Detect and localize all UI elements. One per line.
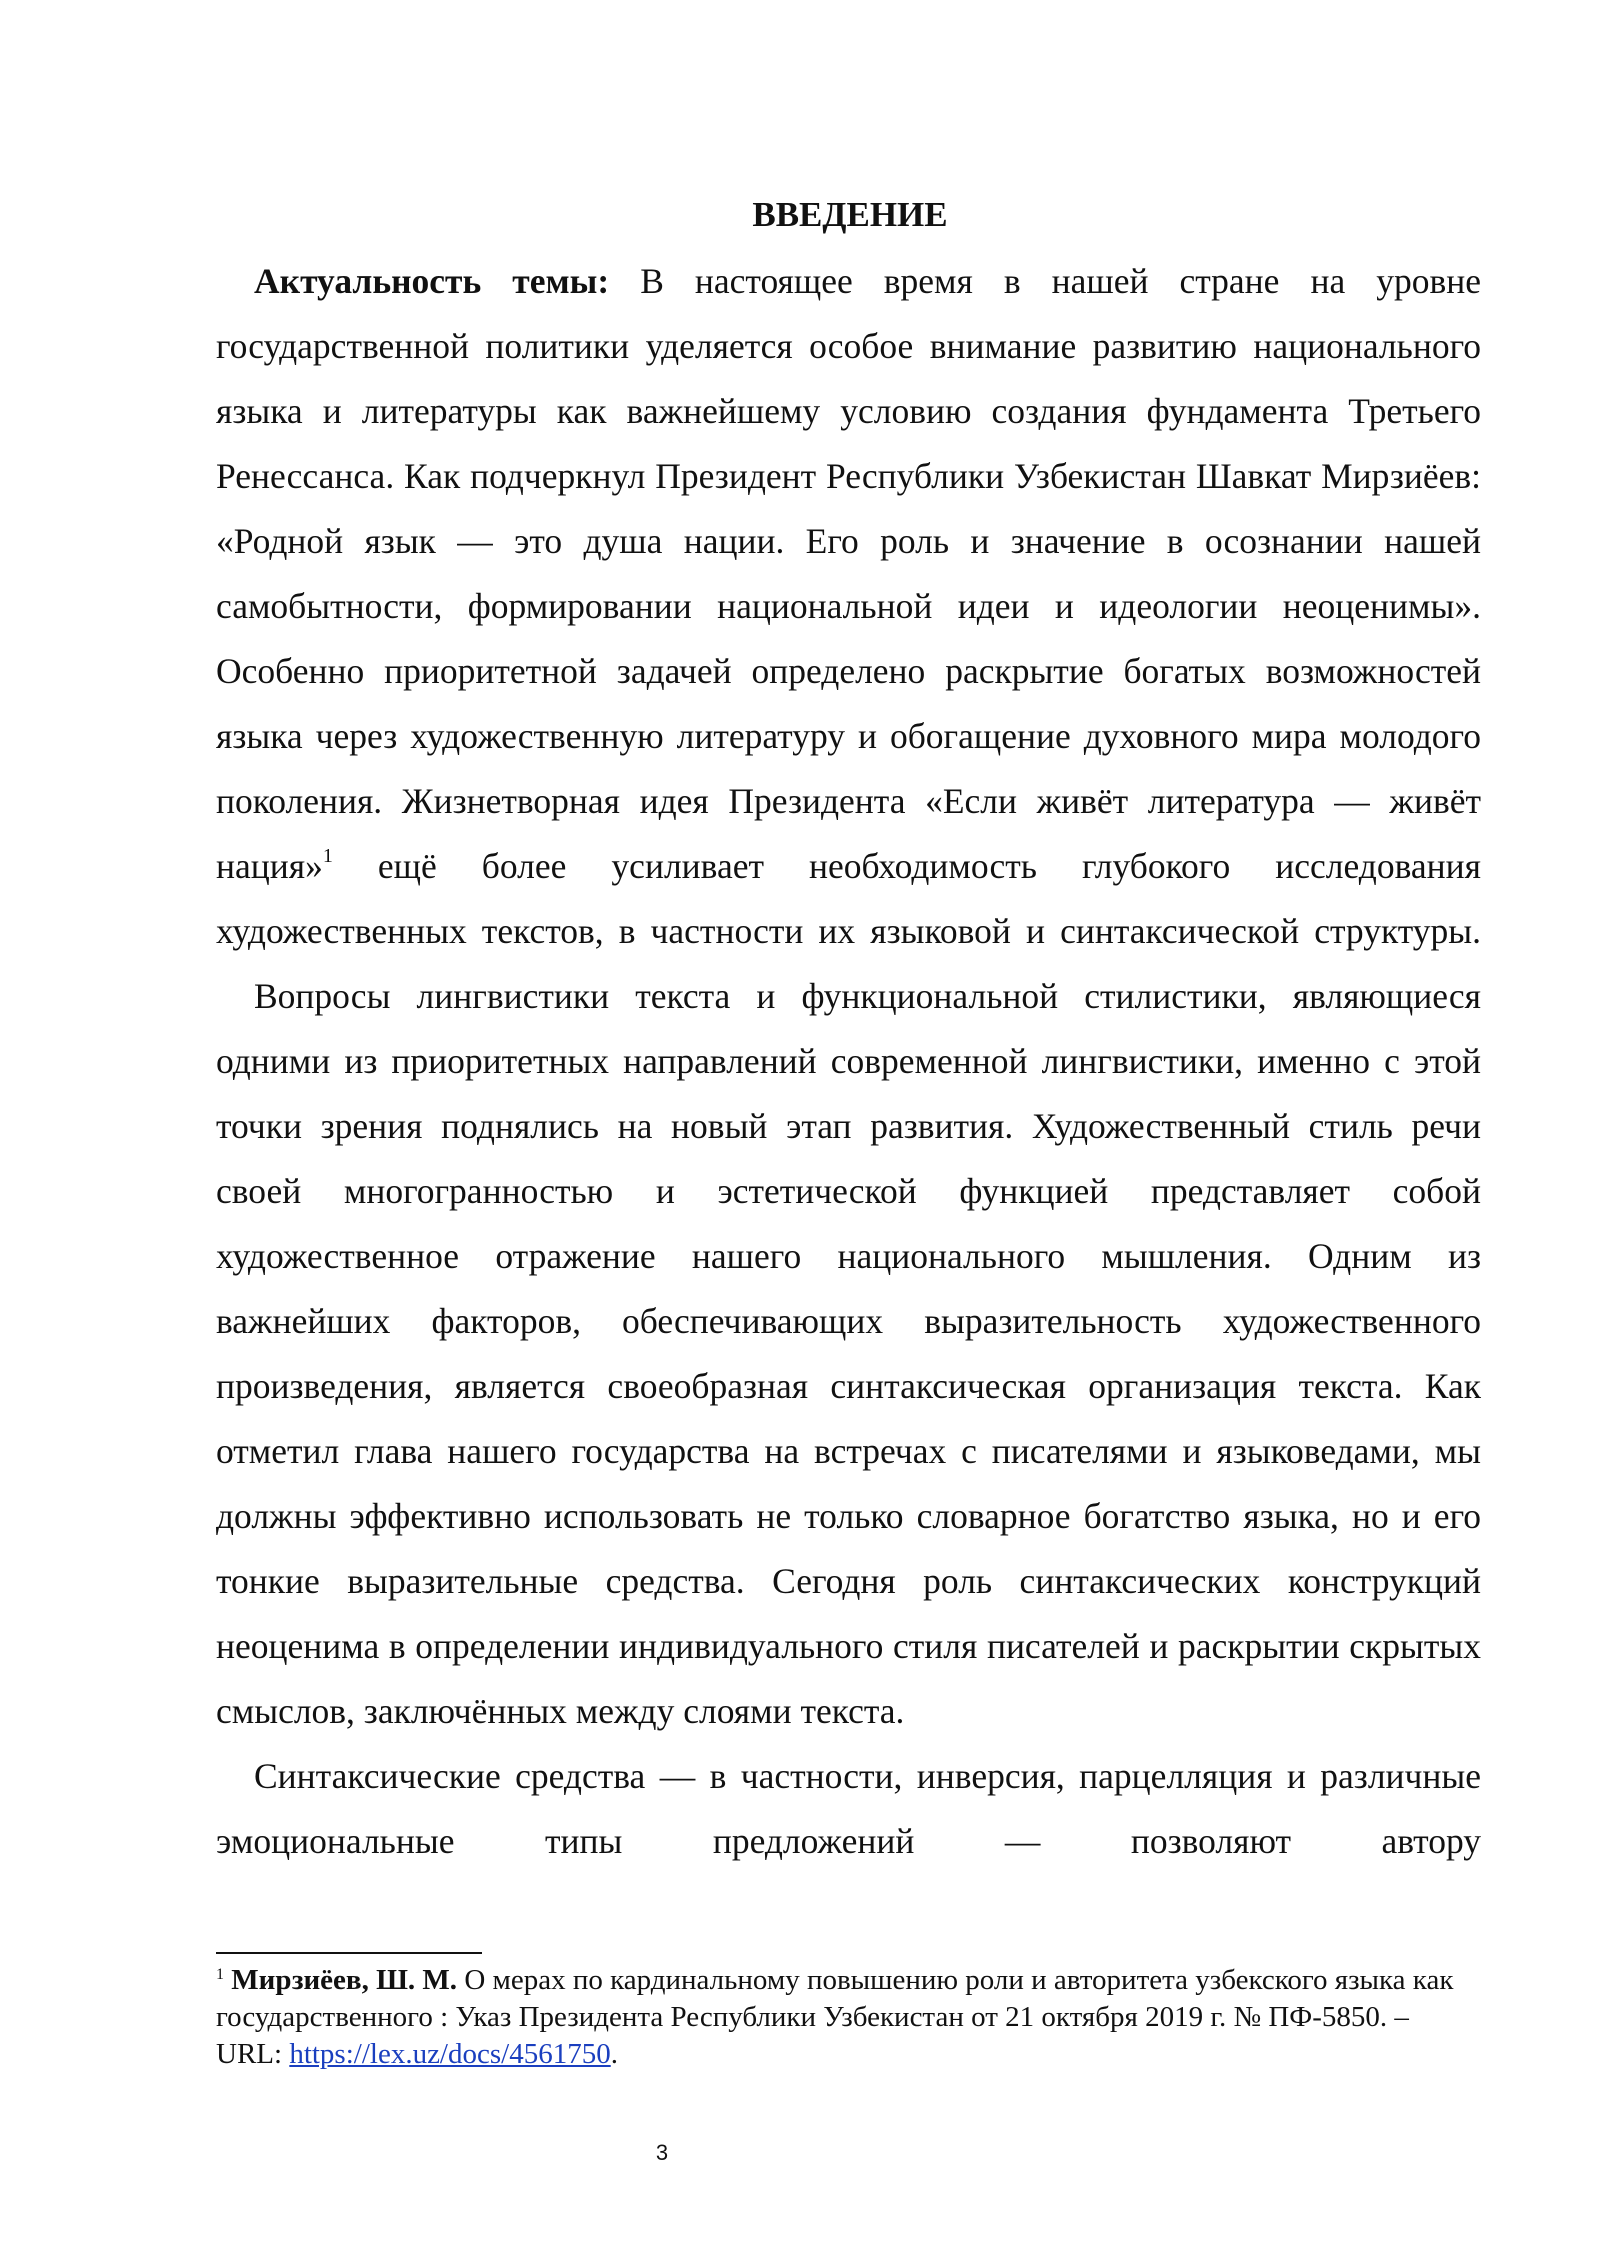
footnote bbox=[216, 1962, 1481, 2073]
footnote-link[interactable]: https://lex.uz/docs/4561750 bbox=[289, 2038, 611, 2070]
footnote-separator bbox=[216, 1952, 482, 1954]
paragraph-relevance bbox=[216, 249, 1481, 964]
paragraph-text-continued: ещё более усиливает необходимость глубокого исследования художественных текстов, в частности их языковой и синтаксической структуры. bbox=[216, 846, 1481, 951]
section-heading: ВВЕДЕНИЕ bbox=[752, 195, 948, 234]
footnote-end: . bbox=[610, 2038, 618, 2070]
footnote-author: Мирзиёев, Ш. М. bbox=[231, 1964, 458, 1996]
body-text bbox=[216, 249, 1481, 1874]
footnote-reference[interactable]: 1 bbox=[322, 845, 333, 867]
footnote-number: 1 bbox=[216, 1966, 224, 1983]
paragraph-lead: Актуальность темы: bbox=[254, 261, 610, 301]
footnote-text: О мерах по кардинальному повышению роли и авторитета узбекского языка как государственного : Указ Президента Республики Узбекистан от 21 октября 2019 г. № ПФ-5850. – URL: bbox=[216, 1964, 1454, 2070]
page-number: 3 bbox=[655, 2140, 669, 2165]
paragraph-text: В настоящее время в нашей стране на уровне государственной политики уделяется особое внимание развитию национального языка и литературы как важнейшему условию создания фундамента Третьего Ренессанса. Как подчеркнул Президент Республики Узбекистан Шавкат Мирзиёев: «Родной язык — это душа нации. Его роль и значение в осознании нашей самобытности, формировании национальной идеи и идеологии неоценимы». Особенно приоритетной задачей определено раскрытие богатых возможностей языка через художественную литературу и обогащение духовного мира молодого поколения. Жизнетворная идея Президента «Если живёт литература — живёт нация» bbox=[216, 261, 1481, 886]
paragraph-syntactic-means: Синтаксические средства — в частности, инверсия, парцелляция и различные эмоциональные типы предложений — позволяют автору bbox=[216, 1756, 1481, 1861]
paragraph-text-linguistics: Вопросы лингвистики текста и функциональной стилистики, являющиеся одними из приоритетных направлений современной лингвистики, именно с этой точки зрения поднялись на новый этап развития. Художественный стиль речи своей многогранностью и эстетической функцией представляет собой художественное отражение нашего национального мышления. Одним из важнейших факторов, обеспечивающих выразительность художественного произведения, является своеобразная синтаксическая организация текста. Как отметил глава нашего государства на встречах с писателями и языковедами, мы должны эффективно использовать не только словарное богатство языка, но и его тонкие выразительные средства. Сегодня роль синтаксических конструкций неоценима в определении индивидуального стиля писателей и раскрытии скрытых смыслов, заключённых между слоями текста. bbox=[216, 976, 1481, 1731]
